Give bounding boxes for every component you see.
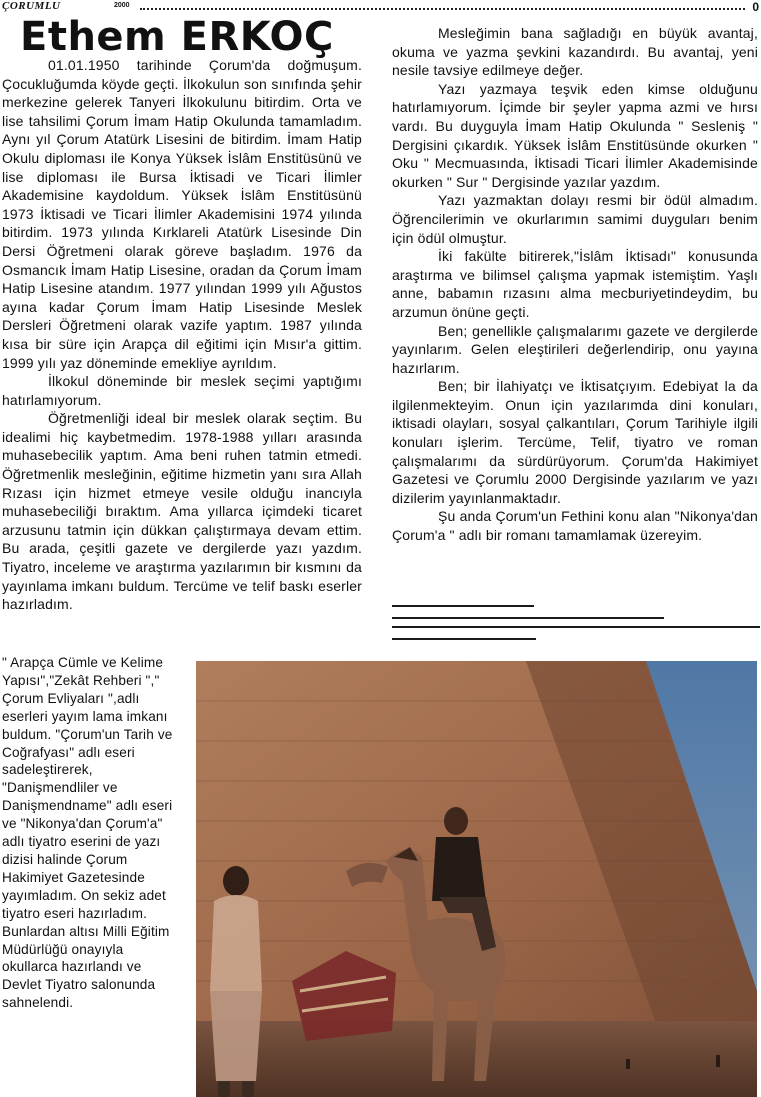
- paragraph-interests: Ben; bir İlahiyatçı ve İktisatçıyım. Edebiyat la da ilgilenmekteyim. Onun için yazılarımda dini konuları, iktisadi olayları, sosyal çalkantıları, Çorum Tarihiyle ilgili konuları işlerim. Tercüme, Telif, tiyatro ve roman çalışmalarımı da sürdürüyorum. Çorum'da Hakimiyet Gazetesi ve Çorumlu 2000 Dergisinde yazılarım ve yazı dizilerim yayınlanmaktadır.: [392, 378, 758, 506]
- masthead-dotted-rule: [140, 8, 745, 10]
- left-column: [2, 56, 362, 614]
- right-column: [392, 24, 758, 545]
- decorative-rule: [392, 605, 534, 607]
- masthead-brand: ÇORUMLU: [2, 0, 61, 12]
- masthead-year: 2000: [114, 2, 130, 9]
- paragraph-advantage: Mesleğimin bana sağladığı en büyük avantaj, okuma ve yazma şevkini kazandırdı. Bu avantaj, yeni nesile tavsiye edilmeye değer.: [392, 25, 758, 79]
- decorative-rule: [392, 617, 664, 619]
- paragraph-biography: 01.01.1950 tarihinde Çorum'da doğmuşum. Çocukluğumda köyde geçti. İlkokulun son sınıfında şehir merkezine gelerek Tanyeri İlkokulunu bitirdim. Orta ve lise tahsilimi Çorum İmam Hatip Okulunda tamamladım. Aynı yıl Çorum Atatürk Lisesini de bitirdim. İmam Hatip Okulu diploması ile Konya Yüksek İslâm Enstitüsünü ve lise diploması ile Bursa İktisadi ve Ticari İlimler Akademisine kaydoldum. Yüksek İslâm Enstitüsünü 1973 İktisadi ve Ticari İlimler Akademisini 1974 yılında bitirdim. 1973 yılında Kırklareli Atatürk Lisesinde Din Dersi Öğretmeni olarak göreve başladım. 1976 da Osmancık İmam Hatip Lisesine, oradan da Çorum İmam Hatip Lisesine atandım. 1977 yılından 1999 yılı Ağustos ayına kadar Çorum İmam Hatip Lisesinde Meslek Dersleri Öğretmeni olarak vazife yaptım. 1987 yılında kısa bir süre için Arapça dil eğitimi için Mısır'a gittim. 1999 yılı yaz döneminde emekliye ayrıldım.: [2, 57, 362, 371]
- paragraph-profession-choice: İlkokul döneminde bir meslek seçimi yaptığımı hatırlamıyorum.: [2, 373, 362, 408]
- distant-figures: [626, 1059, 630, 1069]
- paragraph-awards: Yazı yazmaktan dolayı resmi bir ödül almadım. Öğrencilerimin ve okurlarımın samimi duyguları benim için ödül olmuştur.: [392, 192, 758, 246]
- page-number: 0: [752, 0, 759, 14]
- paragraph-works: " Arapça Cümle ve Kelime Yapısı","Zekât Rehberi "," Çorum Evliyaları ",adlı eserleri yayım lama imkanı buldum. "Çorum'un Tarih ve Coğrafyası" adlı eseri sadeleştirerek, "Danişmendliler ve Danişmendname" adlı eseri ve "Nikonya'dan Çorum'a" adlı tiyatro eserini de yazı dizisi halinde Çorum Hakimiyet Gazetesinde yayımladım. On sekiz adet tiyatro eseri hazırladım. Bunlardan altısı Milli Eğitim Müdürlüğü onayıyla okullarca hazırlandı ve Devlet Tiyatro salonunda sahnelendi.: [2, 655, 173, 1011]
- paragraph-research: İki fakülte bitirerek,"İslâm İktisadı" konusunda araştırma ve bilimsel çalışma yapmak istemiştim. Yaşlı anne, babamın rızasını alma mecburiyetindeydim, bu arzumun önüne geçti.: [392, 248, 758, 320]
- paragraph-current-work: Şu anda Çorum'un Fethini konu alan "Nikonya'dan Çorum'a " adlı bir romanı tamamlamak üzereyim.: [392, 508, 758, 544]
- pyramid-camel-photo: [196, 661, 757, 1097]
- narrow-column: [2, 654, 178, 1012]
- paragraph-encouragement: Yazı yazmaya teşvik eden kimse olduğunu hatırlamıyorum. İçimde bir şeyler yapma azmi ve hırsı vardı. Bu duyguyla İmam Hatip Okulunda " Sesleniş " Dergisini çıkardık. Yüksek İslâm Enstitüsünde okurken " Oku " Mecmuasında, İktisadi Ticari İlimler Akademisinde okurken " Sur " Dergisinde yazılar yazdım.: [392, 80, 758, 190]
- article-title: Ethem ERKOÇ: [20, 14, 334, 60]
- paragraph-publishing: Ben; genellikle çalışmalarımı gazete ve dergilerde yayınlarım. Gelen eleştirileri değerlendirip, onu yayına hazırlarım.: [392, 322, 758, 376]
- photo-illustration: [196, 661, 757, 1097]
- paragraph-teaching-ideal: Öğretmenliği ideal bir meslek olarak seçtim. Bu idealimi hiç kaybetmedim. 1978-1988 yılları arasında muhasebecilik yaptım. Ama beni ruhen tatmin etmedi. Öğretmenlik mesleğinin, eğitime hizmetin yanı sıra Allah Rızası için hizmet etmeye vesile olduğu inancıyla muhasebeciliği bıraktım. Ama yıllarca içimdeki ticaret arzusunu tatmin için dükkan çalıştırmaya devam ettim. Bu arada, çeşitli gazete ve dergilerde yazı yazdım. Tiyatro, inceleme ve araştırma yazılarımın bir kısmını da yayınlama imkanı buldum. Tercüme ve telif baskı eserler hazırladım.: [2, 410, 362, 613]
- man-standing: [210, 866, 262, 1097]
- distant-figures: [716, 1055, 720, 1067]
- decorative-rule: [392, 638, 536, 640]
- decorative-rule: [392, 626, 760, 628]
